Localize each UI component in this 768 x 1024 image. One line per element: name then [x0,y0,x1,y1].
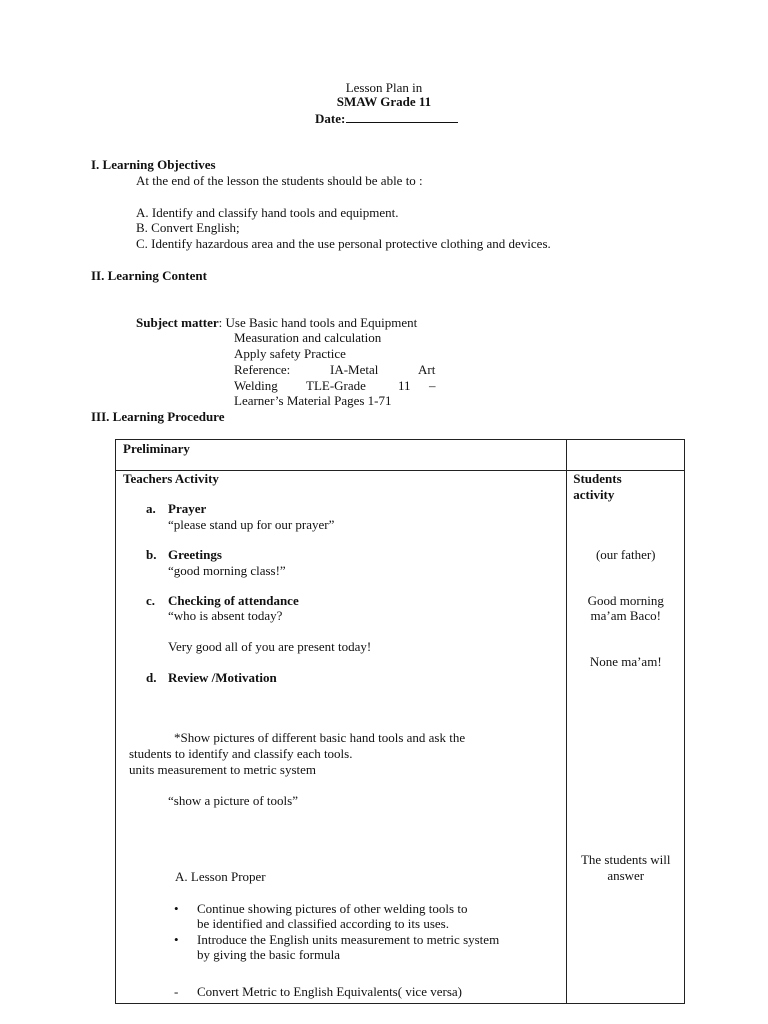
student-response: answer [607,868,645,883]
preliminary-right-cell [567,440,685,471]
bullet-text: Continue showing pictures of other welding tools to [197,901,468,916]
objective-item: C. Identify hazardous area and the use personal protective clothing and devices. [136,236,551,251]
student-response: (our father) [595,547,656,562]
step-text: “good morning class!” [168,563,286,578]
objectives-intro: At the end of the lesson the students should be able to : [136,173,423,188]
bullet-text: Introduce the English units measurement to metric system [197,932,500,947]
preliminary-cell [116,440,567,471]
instruction-text: *Show pictures of different basic hand tools and ask the [174,730,466,745]
step-text: “please stand up for our prayer” [168,517,335,532]
step-letter: c. [146,593,156,608]
date-blank [346,110,458,123]
instruction-text: “show a picture of tools” [168,793,298,808]
teachers-activity-cell [116,471,567,1004]
step-text: Very good all of you are present today! [168,639,372,654]
objectives-heading: I. Learning Objectives [91,157,216,172]
step-letter: a. [146,501,156,516]
teachers-activity-heading: Teachers Activity [123,471,219,486]
subject-grade-title: SMAW Grade 11 [336,94,432,109]
student-response: ma’am Baco! [590,608,661,623]
dash-item-text: Convert Metric to English Equivalents( vice versa) [197,984,462,999]
table-row [116,471,685,1004]
reference-label: Reference: [234,362,291,377]
date-line [315,110,458,127]
step-text: “who is absent today? [168,608,283,623]
step-title-greetings: Greetings [168,547,222,562]
subject-line: Measuration and calculation [234,330,382,345]
reference-value: 11 [398,378,411,393]
student-response: The students will [580,852,671,867]
procedure-table [115,439,685,1004]
instruction-text: students to identify and classify each tools. [129,746,353,761]
student-response: None ma’am! [589,654,662,669]
subject-matter-value: : Use Basic hand tools and Equipment [218,315,418,330]
step-title-review: Review /Motivation [168,670,277,685]
bullet-text: be identified and classified according to its uses. [197,916,449,931]
content-heading: II. Learning Content [91,268,207,283]
students-activity-cell [567,471,685,1004]
reference-value: IA-Metal [330,362,379,377]
student-response: Good morning [587,593,664,608]
lesson-plan-title: Lesson Plan in [345,80,423,95]
objective-item: B. Convert English; [136,220,240,235]
reference-value: Art [418,362,436,377]
bullet-icon: • [174,901,179,916]
students-activity-heading: Students [573,471,622,486]
reference-value: Welding [234,378,278,393]
reference-value: TLE-Grade [306,378,366,393]
subject-line: Learner’s Material Pages 1-71 [234,393,392,408]
lesson-proper-heading: A. Lesson Proper [175,869,266,884]
date-label: Date: [315,111,346,126]
table-row [116,440,685,471]
instruction-text: units measurement to metric system [129,762,317,777]
step-title-attendance: Checking of attendance [168,593,299,608]
reference-value: – [429,378,436,393]
dash-icon: - [174,984,179,999]
bullet-icon: • [174,932,179,947]
step-title-prayer: Prayer [168,501,207,516]
step-letter: d. [146,670,157,685]
objective-item: A. Identify and classify hand tools and equipment. [136,205,399,220]
subject-matter-label: Subject matter [136,315,219,330]
bullet-text: by giving the basic formula [197,947,340,962]
students-activity-heading: activity [573,487,615,502]
procedure-heading: III. Learning Procedure [91,409,225,424]
preliminary-label: Preliminary [123,441,190,456]
subject-line: Apply safety Practice [234,346,346,361]
subject-matter-line [136,315,417,331]
step-letter: b. [146,547,157,562]
